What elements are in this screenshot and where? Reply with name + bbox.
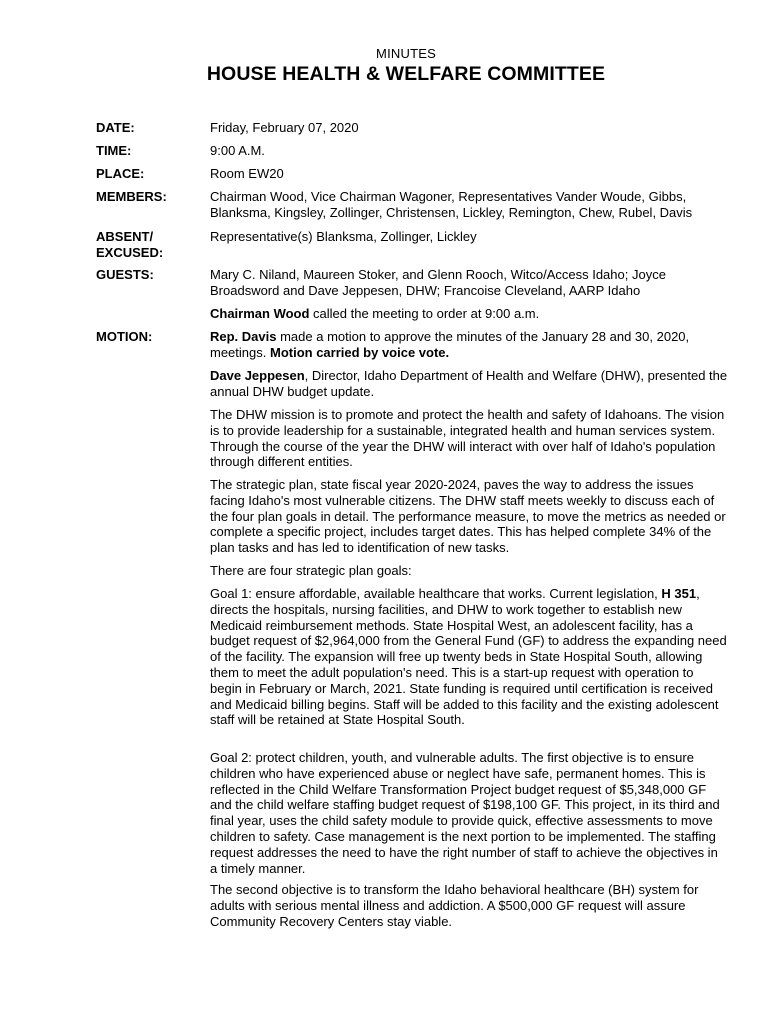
guests-label: GUESTS:	[96, 267, 154, 282]
absent-label-line-2: EXCUSED:	[96, 245, 164, 260]
absent-label	[96, 229, 206, 261]
place-label: PLACE:	[96, 166, 145, 181]
goal-1-text-a: Goal 1: ensure affordable, available healthcare that works. Current legislation,	[210, 586, 662, 601]
goal-1-bill: H 351	[661, 586, 697, 601]
guests-value: Mary C. Niland, Maureen Stoker, and Glenn Rooch, Witco/Access Idaho; Joyce Broadsword and Dave Jeppesen, DHW; Francoise Cleveland, AARP Idaho	[210, 267, 666, 298]
date-value: Friday, February 07, 2020	[210, 120, 359, 135]
call-to-order-text: called the meeting to order at 9:00 a.m.	[309, 306, 540, 321]
motion-body: made a motion to approve the minutes of the January 28 and 30, 2020, meetings.	[210, 329, 690, 360]
presentation-intro	[210, 368, 728, 400]
place-value: Room EW20	[210, 166, 284, 181]
presentation-text: , Director, Idaho Department of Health and Welfare (DHW), presented the annual DHW budget update.	[210, 368, 728, 399]
goal-1-paragraph	[210, 586, 728, 728]
motion-maker: Rep. Davis	[210, 329, 277, 344]
absent-value: Representative(s) Blanksma, Zollinger, Lickley	[210, 229, 477, 244]
motion-label: MOTION:	[96, 329, 153, 344]
goal-1-text-b: , directs the hospitals, nursing facilities, and DHW to work together to establish new Medicaid reimbursement methods. State Hospital West, an adolescent facility, has a budget request of $2,964,000 from the General Fund (GF) to address the expanding need of the facility. The expansion will free up twenty beds in State Hospital South, allowing them to meet the adult population's need. This is a start-up request with operation to begin in February or March, 2021. State funding is required until certification is received and Medicaid billing begins. Staff will be added to this facility and the existing adolescent staff will be retained at State Hospital South.	[210, 586, 727, 728]
members-value: Chairman Wood, Vice Chairman Wagoner, Representatives Vander Woude, Gibbs, Blanksma, Kingsley, Zollinger, Christensen, Lickley, Remington, Chew, Rubel, Davis	[210, 189, 693, 220]
motion-text	[210, 329, 728, 361]
second-objective-paragraph: The second objective is to transform the Idaho behavioral healthcare (BH) system for adults with serious mental illness and addiction. A $500,000 GF request will assure Community Recovery Centers stay viable.	[210, 882, 699, 929]
date-label: DATE:	[96, 120, 135, 135]
call-to-order	[210, 306, 728, 322]
motion-result: Motion carried by voice vote.	[269, 344, 450, 360]
presenter-name: Dave Jeppesen	[210, 368, 305, 383]
mission-paragraph: The DHW mission is to promote and protect the health and safety of Idahoans. The vision is to provide leadership for a sustainable, integrated health and human services system. Through the course of the year the DHW will interact with over half of Idaho's population through different entities.	[210, 407, 725, 470]
absent-label-line-1: ABSENT/	[96, 229, 154, 244]
members-label: MEMBERS:	[96, 189, 167, 204]
minutes-label: MINUTES	[376, 46, 436, 61]
chairman-name: Chairman Wood	[210, 306, 310, 321]
goal-2-paragraph: Goal 2: protect children, youth, and vulnerable adults. The first objective is to ensure children who have experienced abuse or neglect have safe, permanent homes. This is reflected in the Child Welfare Transformation Project budget request of $5,348,000 GF and the child welfare staffing budget request of $198,100 GF. This project, in its third and final year, uses the child safety module to provide quick, effective assessments to move children to safety. Case management is the next portion to be implemented. The staffing request addresses the need to have the right number of staff to achieve the objectives in a timely manner.	[210, 750, 720, 876]
four-goals-paragraph: There are four strategic plan goals:	[210, 563, 412, 578]
committee-title: HOUSE HEALTH & WELFARE COMMITTEE	[206, 63, 606, 85]
strategic-plan-paragraph: The strategic plan, state fiscal year 2020-2024, paves the way to address the issues facing Idaho's most vulnerable citizens. The DHW staff meets weekly to discuss each of the four plan goals in detail. The performance measure, to move the metrics as needed or complete a specific project, includes target dates. This has helped complete 34% of the plan tasks and has led to identification of new tasks.	[210, 477, 726, 556]
time-label: TIME:	[96, 143, 132, 158]
time-value: 9:00 A.M.	[210, 143, 265, 158]
